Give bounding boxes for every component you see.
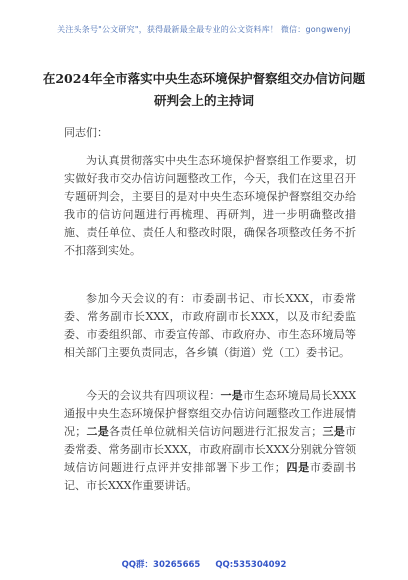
agenda-item-2-label: 二是: [86, 425, 109, 438]
footer-qq: QQ:535304092: [215, 560, 287, 570]
paragraph-attendees: 参加今天会议的有：市委副书记、市长XXX，市委常委、常务副市长XXX，市政府副市长XXX，以及市纪委监委、市委组织部、市委宣传部、市政府办、市生态环境局等相关部门主要负责同志，各乡镇（街道）党（工）委书记。: [64, 292, 356, 359]
agenda-item-2-text: 各责任单位就相关信访问题进行汇报发言；: [108, 425, 323, 438]
agenda-item-4-label: 四是: [285, 461, 310, 474]
agenda-intro: 今天的会议共有四项议程：: [86, 389, 221, 402]
agenda-item-4-text: 市委副书记、市长XXX作重要讲话。: [64, 461, 356, 492]
promo-banner: [0, 24, 408, 35]
footer-qq-group: QQ群：30265665: [121, 560, 201, 570]
title-line-1: 在2024年全市落实中央生态环境保护督察组交办信访问题: [42, 71, 366, 86]
greeting: 同志们：: [64, 126, 108, 139]
agenda-item-1-label: 一是: [220, 389, 243, 402]
agenda-item-3-text: 市委常委、常务副市长XXX，市政府副市长XXX分别就分管领域信访问题进行点评并安排部署下步工作；: [64, 425, 357, 474]
footer-contact: [0, 558, 408, 570]
agenda-item-3-label: 三是: [322, 425, 346, 438]
document-title: [40, 68, 368, 112]
promo-banner-text: 关注头条号"公文研究"，获得最新最全最专业的公文资料库！ 微信：gongwenyj: [57, 25, 351, 34]
agenda-item-1-text: 市生态环境局局长XXX通报中央生态环境保护督察组交办信访问题整改工作进展情况；: [64, 389, 357, 438]
paragraph-purpose: 为认真贯彻落实中央生态环境保护督察组工作要求，切实做好我市交办信访问题整改工作，今天，我们在这里召开专题研判会，主要目的是对中央生态环境保护督察组交办给我市的信访问题进行再梳理、再研判，进一步明确整改措施、责任单位、责任人和整改时限，确保各项整改任务不折不扣落到实处。: [64, 154, 356, 257]
paragraph-agenda: [64, 387, 356, 495]
title-line-2: 研判会上的主持词: [153, 93, 254, 108]
